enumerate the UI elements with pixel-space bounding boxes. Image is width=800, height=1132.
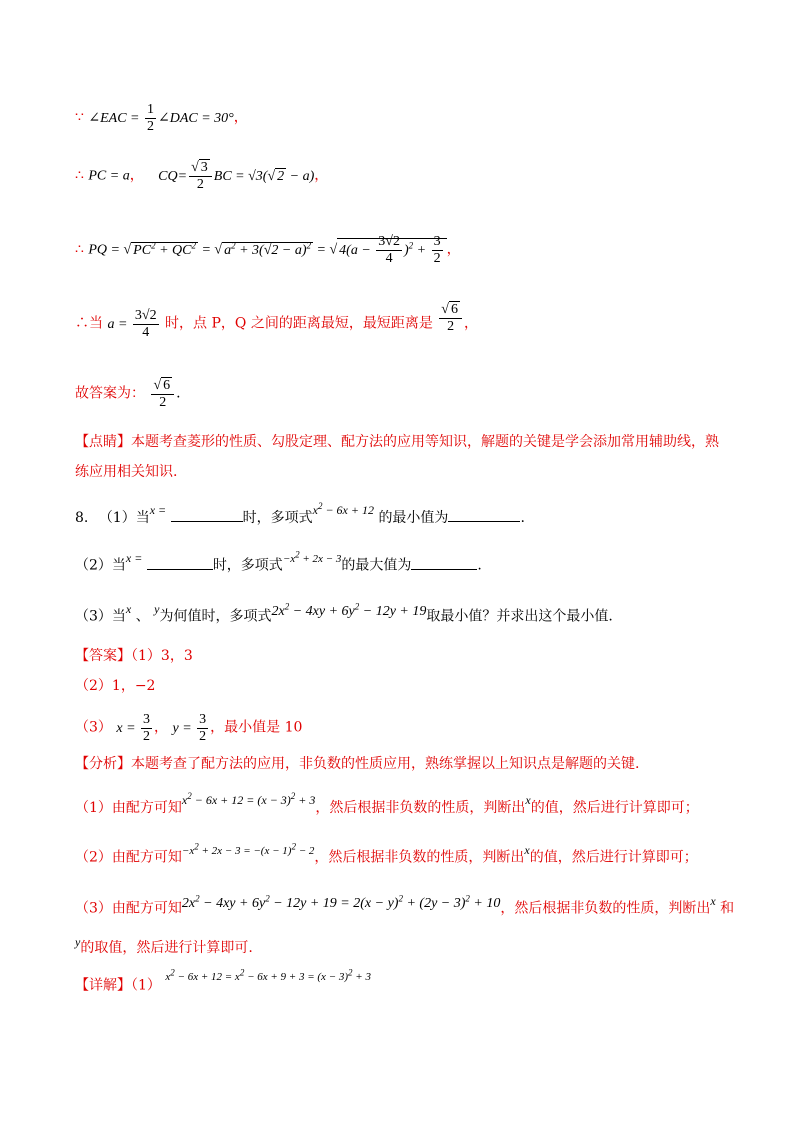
cq-equation: CQ= $\frac{√ 3}{2}$ BC = √3(√ 2 − a) xyxy=(158,160,315,192)
a-value: a = $\frac{3√2}{4}$ xyxy=(107,308,157,340)
angle-equation: ∠EAC = $\frac{1}{2}$ ∠DAC = 30° xyxy=(88,102,234,134)
answer-blank[interactable] xyxy=(171,507,243,522)
analysis-step-2: （2）由配方可知$^{-x^2 + 2x - 3 = -(x - 1)^2 - 2}$，然后根据非负数的性质，判断出x的值，然后进行计算即可； xyxy=(75,841,698,866)
step1-equation: $x^2 - 6x + 12 = (x - 3)^2 + 3$ xyxy=(181,791,316,807)
solution-line-1: ∵ ∠EAC = $\frac{1}{2}$ ∠DAC = 30°， xyxy=(75,102,248,134)
polynomial: −x2 + 2x − 3 xyxy=(282,549,342,565)
step3-equation: $2x^2 - 4xy + 6y^2 - 12y + 19 = 2(x - y)^2 + (2y - 3)^2 + 10$ xyxy=(181,893,501,911)
dianjing-label: 【点睛】 xyxy=(75,434,131,450)
step2-equation: −x2 + 2x − 3 = −(x − 1)2 − 2 xyxy=(181,841,315,857)
answer-line-3: （3） x = $\frac{3}{2}$ ， y = $\frac{3}{2}$ ，最小值是 10 xyxy=(75,712,303,744)
question-8-part-2: （2）当x = 时，多项式$^{-x^2 + 2x - 3}$的最大值为 . xyxy=(75,549,482,574)
answer-blank[interactable] xyxy=(448,507,520,522)
pq-equation: PQ = √ $PC^2 + QC^2$ = √ $a^2 + 3(√2 - a)^2$ = √ 4(a − $\frac{3√2}{4}$ )$^2$ + $\frac{3}{2}$ xyxy=(88,238,446,258)
solution-line-4: ∴当 a = $\frac{3√2}{4}$ 时，点 P，Q 之间的距离最短，最短距离是 $\frac{√ 6}{2}$ ， xyxy=(75,302,478,340)
analysis-step-3: （3）由配方可知$2x^2 - 4xy + 6y^2 - 12y + 19 = 2(x - y)^2 + (2y - 3)^2 + 10$，然后根据非负数的性质，判断出x 和 xyxy=(75,893,735,917)
analysis-step-3-cont: y的取值，然后进行计算即可. xyxy=(75,935,253,956)
solution-line-3: ∴ PQ = √ $PC^2 + QC^2$ = √ $a^2 + 3(√2 - a)^2$ = √ 4(a − $\frac{3√2}{4}$ )$^2$ + $\frac{3}{2}$ ， xyxy=(75,234,461,266)
solution-line-2: ∴ PC = a， CQ= $\frac{√ 3}{2}$ BC = √3(√ 2 − a)， xyxy=(75,160,329,192)
analysis-label: 【分析】 xyxy=(75,756,131,772)
therefore-symbol: ∴ xyxy=(75,167,84,184)
answer-line-2: （2）1，−2 xyxy=(75,678,156,694)
detail-line: 【详解】（1） $^{x^2 - 6x + 12 = x^2 - 6x + 9 + 3 = (x - 3)^2 + 3}$ xyxy=(75,967,371,994)
analysis-intro: 【分析】本题考查了配方法的应用，非负数的性质应用，熟练掌握以上知识点是解题的关键. xyxy=(75,756,640,772)
dianjing-line-1: 【点睛】本题考查菱形的性质、勾股定理、配方法的应用等知识，解题的关键是学会添加常用辅助线，熟 xyxy=(75,434,719,450)
answer-blank[interactable] xyxy=(411,555,477,570)
question-8-part-3: （3）当x 、 y为何值时，多项式$2x^2 - 4xy + 6y^2 - 12y + 19$取最小值？并求出这个最小值. xyxy=(75,601,613,625)
analysis-step-1: （1）由配方可知$x^2 - 6x + 12 = (x - 3)^2 + 3$，然后根据非负数的性质，判断出x的值，然后进行计算即可； xyxy=(75,791,699,816)
detail-label: 【详解】 xyxy=(75,977,131,994)
answer-line-1: 【答案】（1）3，3 xyxy=(75,648,193,664)
x-answer: x = $\frac{3}{2}$ xyxy=(116,712,151,744)
detail-equation: x2 − 6x + 12 = x2 − 6x + 9 + 3 = (x − 3)2 + 3 xyxy=(165,967,371,983)
y-answer: y = $\frac{3}{2}$ xyxy=(172,712,207,744)
because-symbol: ∵ xyxy=(75,109,84,126)
answer-blank[interactable] xyxy=(147,555,213,570)
polynomial: $x^2 - 6x + 12$ xyxy=(312,501,374,517)
dianjing-line-2: 练应用相关知识. xyxy=(75,464,178,480)
final-answer-value: $\frac{√ 6}{2}$ xyxy=(149,387,176,402)
pc-equation: PC = a xyxy=(88,168,130,184)
question-number: 8. xyxy=(75,510,89,526)
question-8-part-1: 8. （1）当x = 时，多项式$x^2 - 6x + 12$ 的最小值为 . xyxy=(75,501,525,526)
min-distance-value: $\frac{√ 6}{2}$ xyxy=(437,317,464,332)
polynomial: $2x^2 - 4xy + 6y^2 - 12y + 19$ xyxy=(271,601,427,619)
answer-label: 【答案】 xyxy=(75,648,131,664)
final-answer-line: 故答案为： $\frac{√ 6}{2}$ . xyxy=(75,378,181,410)
